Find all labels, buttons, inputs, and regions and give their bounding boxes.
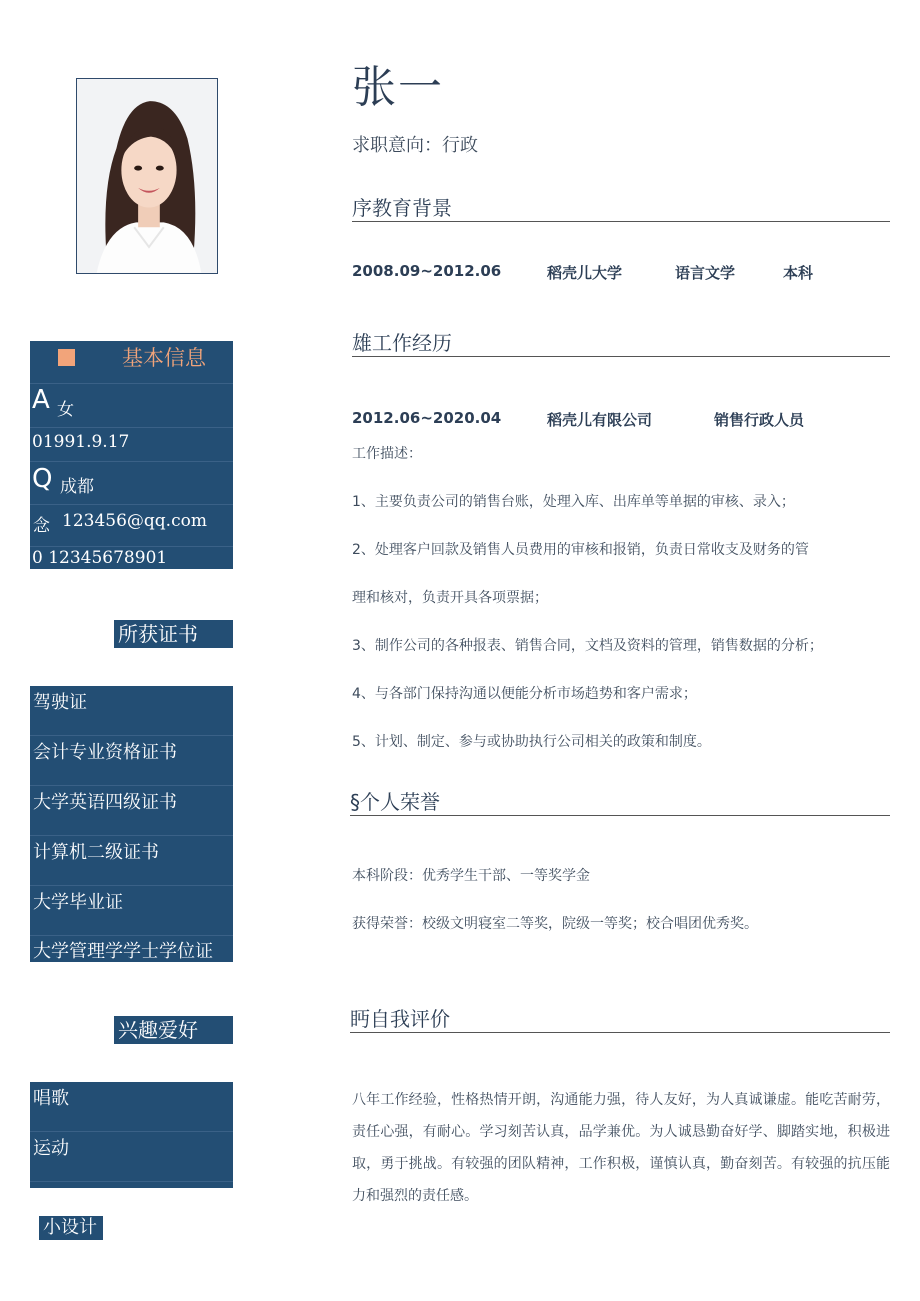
phone-row	[30, 547, 233, 570]
certificate-label: 计算机二级证书	[33, 842, 159, 863]
hobby-label: 运动	[33, 1138, 69, 1159]
job-intent: 求职意向：行政	[352, 135, 478, 156]
work-position: 销售行政人员	[714, 411, 805, 429]
hobbies-list	[30, 1082, 233, 1209]
certificate-label: 大学管理学学士学位证	[33, 941, 213, 962]
profile-photo	[76, 78, 218, 274]
education-school: 稻壳儿大学	[547, 264, 623, 282]
list-item	[30, 1082, 233, 1132]
education-period: 2008.09~2012.06	[352, 262, 502, 280]
candidate-name: 张一	[352, 62, 444, 113]
basic-info-panel	[30, 341, 233, 569]
gender-value: 女	[57, 400, 74, 420]
list-item	[30, 836, 233, 886]
birth-row	[30, 428, 233, 462]
certificate-label: 驾驶证	[33, 692, 87, 713]
city-glyph: Q	[32, 464, 53, 494]
work-period: 2012.06~2020.04	[352, 409, 502, 427]
work-line: 3、制作公司的各种报表、销售合同，文档及资料的管理，销售数据的分析；	[352, 638, 823, 654]
gender-row	[30, 384, 233, 428]
certificate-label: 大学英语四级证书	[33, 792, 177, 813]
basic-info-title: 基本信息	[122, 346, 206, 370]
email-row	[30, 505, 233, 547]
education-heading: 序教育背景	[352, 195, 890, 222]
city-row	[30, 462, 233, 505]
list-item	[30, 1132, 233, 1182]
education-degree: 本科	[783, 264, 814, 282]
certificates-list	[30, 686, 233, 962]
list-item	[30, 686, 233, 736]
list-item	[30, 786, 233, 836]
city-value: 成都	[60, 477, 94, 497]
basic-info-header	[30, 341, 233, 384]
footer-tag: 小设计	[39, 1216, 103, 1240]
list-item	[30, 886, 233, 936]
work-line: 1、主要负责公司的销售台账，处理入库、出库单等单据的审核、录入；	[352, 494, 795, 510]
honor-line: 获得荣誉：校级文明寝室二等奖，院级一等奖；校合唱团优秀奖。	[352, 916, 758, 932]
work-line: 2、处理客户回款及销售人员费用的审核和报销，负责日常收支及财务的管	[352, 542, 809, 558]
certificate-label: 大学毕业证	[33, 892, 123, 913]
email-value: 123456@qq.com	[62, 511, 207, 531]
certificate-label: 会计专业资格证书	[33, 742, 177, 763]
work-line: 理和核对，负责开具各项票据；	[352, 590, 548, 606]
work-desc-label: 工作描述：	[352, 446, 422, 462]
honor-line: 本科阶段：优秀学生干部、一等奖学金	[352, 868, 590, 884]
honors-heading: §个人荣誉	[350, 789, 890, 816]
gender-glyph: A	[32, 385, 50, 415]
square-bullet-icon	[58, 349, 75, 366]
work-heading: 雄工作经历	[352, 330, 890, 357]
work-line: 5、计划、制定、参与或协助执行公司相关的政策和制度。	[352, 734, 711, 750]
hobby-label: 唱歌	[33, 1088, 69, 1109]
hobby-label: 摄影	[33, 1188, 69, 1209]
self-eval-text: 八年工作经验，性格热情开朗，沟通能力强，待人友好，为人真诚谦虚。能吃苦耐劳，责任心强，有耐心。学习刻苦认真，品学兼优。为人诚恳勤奋好学、脚踏实地，积极进取，勇于挑战。有较强的团队精神，工作积极，谨慎认真，勤奋刻苦。有较强的抗压能力和强烈的责任感。	[352, 1092, 890, 1204]
work-line: 4、与各部门保持沟通以便能分析市场趋势和客户需求；	[352, 686, 697, 702]
phone-value: 0 12345678901	[32, 548, 168, 568]
hobbies-title: 兴趣爱好	[114, 1016, 233, 1044]
certificates-title: 所获证书	[114, 620, 233, 648]
education-major: 语言文学	[675, 264, 736, 282]
list-item	[30, 736, 233, 786]
email-glyph: 念	[33, 516, 50, 536]
birth-value: 01991.9.17	[32, 432, 130, 452]
work-company: 稻壳儿有限公司	[547, 411, 653, 429]
list-item	[30, 936, 233, 986]
self-eval-heading: 眄自我评价	[350, 1006, 890, 1033]
